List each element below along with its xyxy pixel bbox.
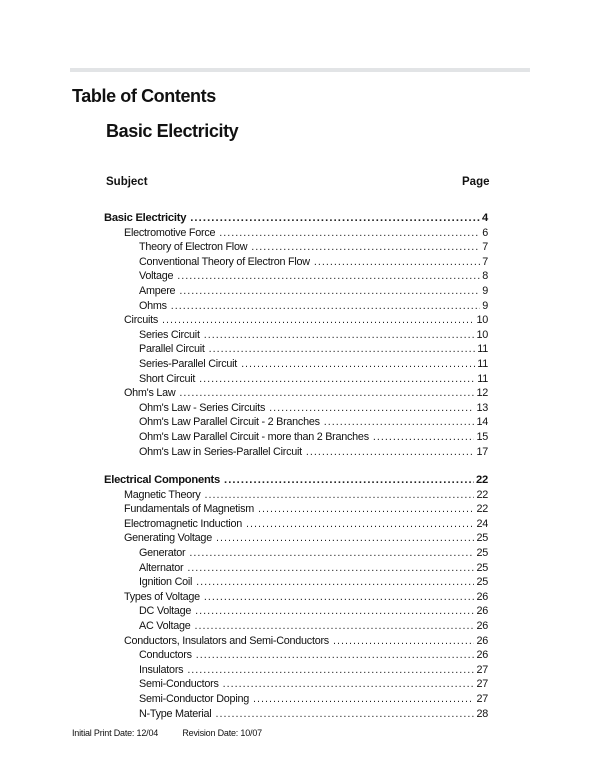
toc-chapter-entry[interactable] — [104, 473, 488, 488]
dot-leader — [269, 401, 474, 416]
toc-entry-page: 15 — [476, 430, 488, 443]
dot-leader — [171, 299, 480, 314]
toc-entry[interactable] — [104, 386, 488, 401]
toc-entry-label: Conventional Theory of Electron Flow — [139, 255, 310, 268]
toc-entry-label: Circuits — [124, 314, 158, 327]
toc-entry-page: 11 — [477, 343, 488, 356]
toc-entry-label: Fundamentals of Magnetism — [124, 503, 254, 516]
dot-leader — [216, 531, 475, 546]
toc-entry[interactable] — [104, 226, 488, 241]
toc-entry-page: 14 — [476, 416, 488, 429]
toc-entry-label: Conductors — [139, 649, 192, 662]
subject-column-header: Subject — [106, 176, 148, 188]
toc-entry[interactable] — [104, 299, 488, 314]
dot-leader — [219, 226, 480, 241]
footer — [72, 728, 262, 738]
toc-entry[interactable] — [104, 342, 488, 357]
toc-entry[interactable] — [104, 313, 488, 328]
toc-entry-page: 26 — [476, 634, 488, 647]
toc-entry-page: 10 — [476, 314, 488, 327]
dot-leader — [246, 517, 475, 532]
toc-entry[interactable] — [104, 240, 488, 255]
toc-entry-page: 24 — [476, 517, 488, 530]
toc-entry-page: 28 — [476, 707, 488, 720]
toc-entry[interactable] — [104, 590, 488, 605]
toc-entry-page: 27 — [476, 678, 488, 691]
toc-entry[interactable] — [104, 546, 488, 561]
toc-entry[interactable] — [104, 415, 488, 430]
toc-entry-page: 22 — [476, 474, 488, 487]
dot-leader — [187, 663, 474, 678]
toc-entry-label: Theory of Electron Flow — [139, 241, 248, 254]
toc-entry-label: Alternator — [139, 561, 184, 574]
toc-entry-page: 9 — [482, 299, 488, 312]
toc-entry-label: Ignition Coil — [139, 576, 193, 589]
toc-entry-page: 27 — [476, 663, 488, 676]
toc-entry-page: 7 — [482, 241, 488, 254]
toc-entry-page: 17 — [476, 445, 488, 458]
dot-leader — [333, 634, 475, 649]
toc-entry-label: Ohm's Law Parallel Circuit - more than 2 Branches — [139, 430, 369, 443]
toc-entry-label: Short Circuit — [139, 372, 196, 385]
dot-leader — [314, 255, 480, 270]
dot-leader — [189, 546, 474, 561]
toc-entry-label: Ohms — [139, 299, 167, 312]
section-title: Basic Electricity — [106, 121, 239, 141]
dot-leader — [179, 386, 474, 401]
dot-leader — [196, 575, 474, 590]
toc-entry-label: Semi-Conductor Doping — [139, 693, 249, 705]
toc-entry-label: Ohm's Law - Series Circuits — [139, 401, 266, 414]
toc-entry-label: Magnetic Theory — [124, 488, 201, 501]
toc-entry-page: 25 — [476, 532, 488, 545]
toc-entry[interactable] — [104, 648, 488, 663]
toc-entry[interactable] — [104, 692, 488, 707]
toc-entry-page: 13 — [476, 401, 488, 414]
toc-entry[interactable] — [104, 445, 488, 460]
toc-entry-label: Insulators — [139, 663, 184, 676]
dot-leader — [195, 604, 474, 619]
toc-entry-page: 27 — [476, 693, 488, 705]
toc-entry-page: 4 — [482, 212, 488, 224]
dot-leader — [187, 561, 474, 576]
toc-entry[interactable] — [104, 663, 488, 678]
toc-entry-label: DC Voltage — [139, 605, 192, 618]
toc-group — [104, 211, 488, 459]
toc-entry-label: Ohm's Law — [124, 387, 176, 400]
toc-entry-page: 8 — [482, 270, 488, 283]
toc-entry-label: Parallel Circuit — [139, 343, 205, 356]
toc-entry[interactable] — [104, 634, 488, 649]
toc-entry-label: Types of Voltage — [124, 590, 200, 603]
toc-entry-page: 22 — [476, 503, 488, 516]
dot-leader — [190, 211, 480, 226]
toc-entry-label: Generator — [139, 547, 186, 560]
toc-entry-page: 9 — [482, 284, 488, 297]
toc-entry[interactable] — [104, 372, 488, 387]
toc-chapter-entry[interactable] — [104, 211, 488, 226]
dot-leader — [223, 677, 475, 692]
toc-entry-label: Conductors, Insulators and Semi-Conductors — [124, 634, 329, 647]
dot-leader — [199, 372, 475, 387]
toc-entry-label: Electromotive Force — [124, 226, 216, 239]
dot-leader — [258, 502, 475, 517]
dot-leader — [177, 269, 480, 284]
dot-leader — [306, 445, 475, 460]
toc-entry-label: Semi-Conductors — [139, 678, 219, 691]
toc-entry-label: Ampere — [139, 284, 176, 297]
toc-entry-page: 12 — [476, 387, 488, 400]
page-column-header: Page — [462, 176, 490, 188]
toc-group — [104, 473, 488, 721]
toc-entry[interactable] — [104, 357, 488, 372]
toc-entry-page: 11 — [477, 372, 488, 385]
toc-entry-page: 26 — [476, 620, 488, 633]
toc-entry-page: 25 — [476, 576, 488, 589]
toc-entry[interactable] — [104, 604, 488, 619]
toc-entry-label: Series-Parallel Circuit — [139, 357, 238, 370]
toc-entry-page: 11 — [477, 357, 488, 370]
dot-leader — [204, 488, 474, 503]
dot-leader — [196, 648, 475, 663]
dot-leader — [241, 357, 475, 372]
toc-entry-label: Series Circuit — [139, 328, 200, 341]
toc-entry-page: 26 — [476, 649, 488, 662]
toc-entry-page: 10 — [476, 328, 488, 341]
initial-print-date: Initial Print Date: 12/04 — [72, 728, 159, 738]
toc-entry[interactable] — [104, 401, 488, 416]
dot-leader — [215, 707, 474, 722]
dot-leader — [204, 328, 475, 343]
toc-entry[interactable] — [104, 255, 488, 270]
toc-entry[interactable] — [104, 488, 488, 503]
toc-entry-label: Electromagnetic Induction — [124, 517, 242, 530]
dot-leader — [209, 342, 476, 357]
toc-entry[interactable] — [104, 531, 488, 546]
toc-entry-page: 26 — [476, 590, 488, 603]
toc-entry[interactable] — [104, 677, 488, 692]
toc-entry[interactable] — [104, 619, 488, 634]
dot-leader — [179, 284, 480, 299]
toc-entry-page: 26 — [476, 605, 488, 618]
dot-leader — [324, 415, 475, 430]
toc-entry[interactable] — [104, 328, 488, 343]
toc-entry-label: Generating Voltage — [124, 532, 212, 545]
toc-entry[interactable] — [104, 517, 488, 532]
toc-entry[interactable] — [104, 561, 488, 576]
dot-leader — [195, 619, 475, 634]
dot-leader — [253, 692, 475, 707]
dot-leader — [251, 240, 480, 255]
dot-leader — [373, 430, 475, 445]
toc-entry-page: 6 — [482, 226, 488, 239]
dot-leader — [162, 313, 474, 328]
table-of-contents — [104, 211, 488, 735]
toc-entry-page: 22 — [476, 488, 488, 501]
toc-entry-label: Electrical Components — [104, 474, 220, 487]
toc-entry[interactable] — [104, 284, 488, 299]
toc-entry[interactable] — [104, 707, 488, 722]
toc-entry-label: Voltage — [139, 270, 174, 283]
toc-entry[interactable] — [104, 430, 488, 445]
toc-entry-page: 25 — [476, 561, 488, 574]
toc-entry-label: Ohm's Law in Series-Parallel Circuit — [139, 445, 302, 458]
toc-entry[interactable] — [104, 575, 488, 590]
page-title: Table of Contents — [72, 86, 216, 106]
toc-entry[interactable] — [104, 269, 488, 284]
toc-entry[interactable] — [104, 502, 488, 517]
dot-leader — [204, 590, 475, 605]
dot-leader — [224, 473, 474, 488]
toc-entry-label: Ohm's Law Parallel Circuit - 2 Branches — [139, 416, 320, 429]
toc-entry-page: 25 — [476, 547, 488, 560]
revision-date: Revision Date: 10/07 — [182, 728, 262, 738]
toc-entry-page: 7 — [482, 255, 488, 268]
toc-entry-label: AC Voltage — [139, 620, 191, 633]
header-rule — [70, 68, 530, 72]
toc-entry-label: Basic Electricity — [104, 212, 187, 224]
toc-entry-label: N-Type Material — [139, 707, 212, 720]
